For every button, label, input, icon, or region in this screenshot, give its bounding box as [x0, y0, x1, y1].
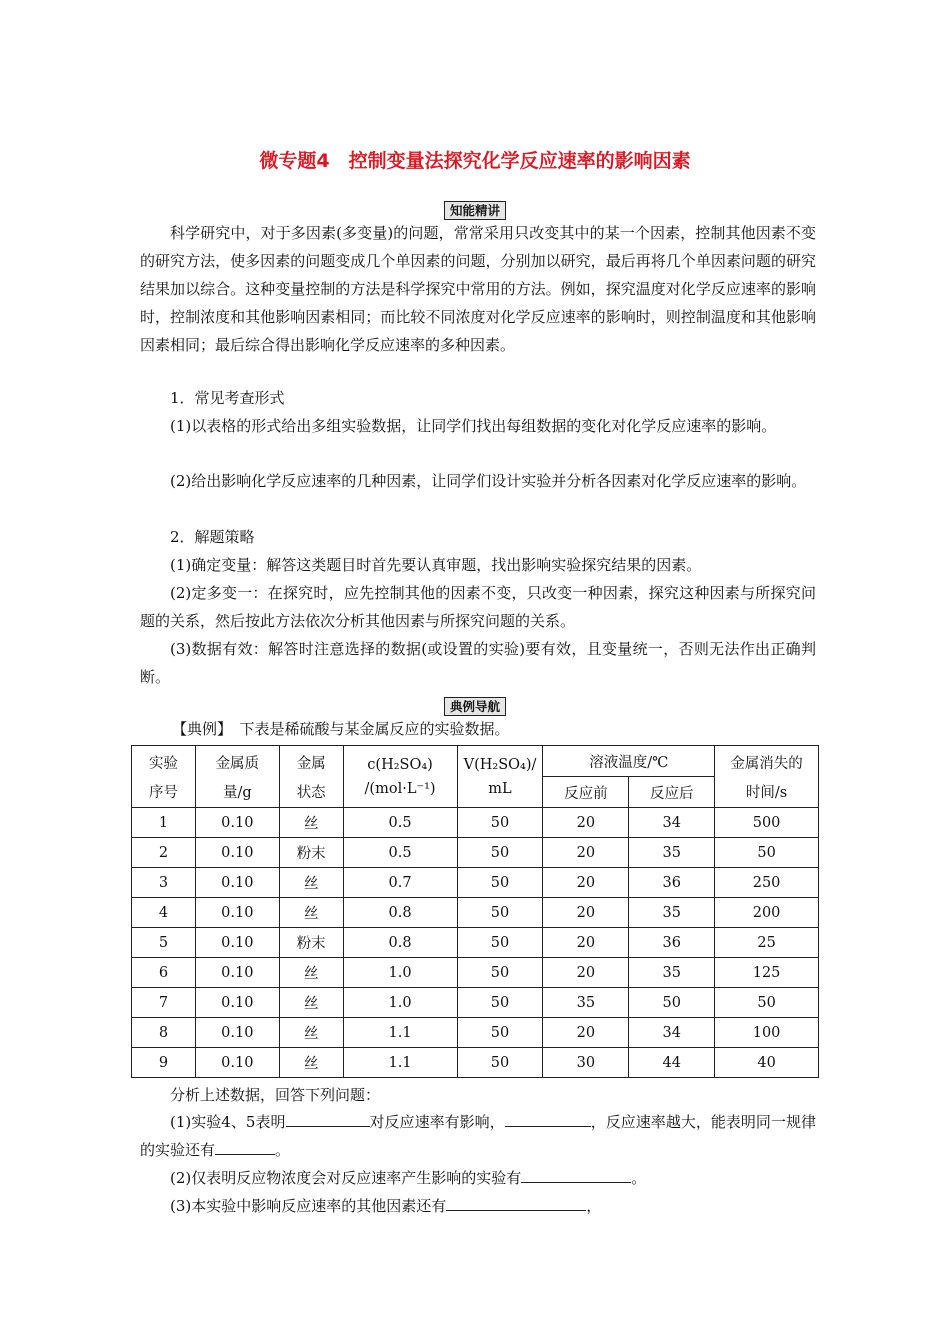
- header-mass-line2: 量/g: [222, 784, 252, 801]
- cell-vol: 50: [457, 1048, 543, 1078]
- header-vol-line2: mL: [488, 780, 512, 797]
- header-state: [279, 746, 343, 808]
- cell-time: 25: [715, 928, 819, 958]
- question-2-part-b: 。: [631, 1169, 647, 1187]
- cell-state: 丝: [279, 868, 343, 898]
- cell-temp-before: 30: [543, 1048, 629, 1078]
- cell-no: 2: [132, 838, 196, 868]
- cell-time: 125: [715, 958, 819, 988]
- cell-no: 5: [132, 928, 196, 958]
- section-tag-knowledge: [0, 200, 950, 220]
- cell-no: 6: [132, 958, 196, 988]
- cell-mass: 0.10: [195, 1018, 279, 1048]
- cell-temp-after: 36: [629, 868, 715, 898]
- example-label: 【典例】: [172, 720, 225, 738]
- cell-state: 丝: [279, 898, 343, 928]
- header-no: [132, 746, 196, 808]
- section2-item3: (3)数据有效：解答时注意选择的数据(或设置的实验)要有效，且变量统一，否则无法作出正确判断。: [140, 640, 816, 686]
- cell-no: 7: [132, 988, 196, 1018]
- data-table: [131, 745, 819, 1078]
- header-time: [715, 746, 819, 808]
- header-state-line1: 金属: [296, 755, 326, 772]
- cell-vol: 50: [457, 958, 543, 988]
- section2-item1: (1)确定变量：解答这类题目时首先要认真审题，找出影响实验探究结果的因素。: [170, 556, 702, 574]
- table-row: [132, 838, 819, 868]
- header-temp-after: 反应后: [629, 777, 715, 808]
- section-tag-example: [0, 696, 950, 716]
- cell-conc: 0.8: [343, 928, 457, 958]
- cell-mass: 0.10: [195, 1048, 279, 1078]
- cell-conc: 0.5: [343, 838, 457, 868]
- header-conc-line2: /(mol·L⁻¹): [364, 780, 436, 797]
- question-3: [140, 1192, 816, 1220]
- section1-item2: (2)给出影响化学反应速率的几种因素，让同学们设计实验并分析各因素对化学反应速率的影响。: [170, 472, 807, 490]
- question-3-part-b: ，: [586, 1197, 602, 1215]
- cell-mass: 0.10: [195, 838, 279, 868]
- header-time-line1: 金属消失的: [730, 755, 803, 772]
- cell-mass: 0.10: [195, 868, 279, 898]
- question-3-part-a: (3)本实验中影响反应速率的其他因素还有: [170, 1197, 447, 1215]
- cell-time: 200: [715, 898, 819, 928]
- table-row: [132, 1048, 819, 1078]
- cell-vol: 50: [457, 838, 543, 868]
- cell-temp-before: 20: [543, 898, 629, 928]
- question-1-part-d: 。: [275, 1141, 291, 1159]
- cell-time: 50: [715, 988, 819, 1018]
- section-tag-knowledge-label: 知能精讲: [444, 201, 506, 220]
- table-row: [132, 988, 819, 1018]
- cell-mass: 0.10: [195, 808, 279, 838]
- cell-time: 40: [715, 1048, 819, 1078]
- header-no-line1: 实验: [148, 755, 178, 772]
- cell-conc: 0.5: [343, 808, 457, 838]
- example-text: 下表是稀硫酸与某金属反应的实验数据。: [224, 720, 510, 738]
- cell-temp-after: 35: [629, 958, 715, 988]
- intro-paragraph: 科学研究中，对于多因素(多变量)的问题，常常采用只改变其中的某一个因素，控制其他因素不变的研究方法，使多因素的问题变成几个单因素的问题，分别加以研究，最后再将几个单因素问题的研究结果加以综合。这种变量控制的方法是科学探究中常用的方法。例如，探究温度对化学反应速率的影响时，控制浓度和其他影响因素相同；而比较不同浓度对化学反应速率的影响时，则控制温度和其他影响因素相同；最后综合得出影响化学反应速率的多种因素。: [140, 224, 816, 354]
- cell-temp-before: 35: [543, 988, 629, 1018]
- cell-temp-before: 20: [543, 1018, 629, 1048]
- cell-vol: 50: [457, 808, 543, 838]
- cell-no: 3: [132, 868, 196, 898]
- table-row: [132, 868, 819, 898]
- section2-item2: (2)定多变一：在探究时，应先控制其他的因素不变，只改变一种因素，探究这种因素与所探究问题的关系，然后按此方法依次分析其他因素与所探究问题的关系。: [140, 584, 816, 630]
- cell-temp-after: 34: [629, 1018, 715, 1048]
- section2-heading: 2．解题策略: [170, 528, 255, 546]
- cell-temp-after: 34: [629, 808, 715, 838]
- question-2: [140, 1164, 816, 1192]
- cell-state: 丝: [279, 1018, 343, 1048]
- cell-vol: 50: [457, 898, 543, 928]
- cell-temp-after: 36: [629, 928, 715, 958]
- cell-temp-before: 20: [543, 928, 629, 958]
- header-conc-line1: c(H₂SO₄): [367, 756, 433, 773]
- question-1-part-a: (1)实验4、5表明: [170, 1113, 286, 1131]
- header-time-line2: 时间/s: [745, 784, 788, 801]
- answer-blank-1b[interactable]: [505, 1109, 591, 1127]
- section1-item1: (1)以表格的形式给出多组实验数据，让同学们找出每组数据的变化对化学反应速率的影响。: [170, 417, 777, 435]
- cell-mass: 0.10: [195, 988, 279, 1018]
- cell-temp-before: 20: [543, 958, 629, 988]
- cell-conc: 0.8: [343, 898, 457, 928]
- header-mass-line1: 金属质: [215, 755, 260, 772]
- cell-state: 丝: [279, 988, 343, 1018]
- section1-heading: 1．常见考查形式: [170, 389, 285, 407]
- cell-mass: 0.10: [195, 928, 279, 958]
- cell-temp-after: 44: [629, 1048, 715, 1078]
- cell-vol: 50: [457, 988, 543, 1018]
- page-title: 微专题4 控制变量法探究化学反应速率的影响因素: [259, 150, 691, 172]
- header-vol-line1: V(H₂SO₄)/: [463, 756, 537, 773]
- cell-temp-after: 50: [629, 988, 715, 1018]
- table-row: [132, 898, 819, 928]
- cell-temp-before: 20: [543, 868, 629, 898]
- cell-no: 4: [132, 898, 196, 928]
- answer-blank-1a[interactable]: [286, 1109, 370, 1127]
- cell-time: 50: [715, 838, 819, 868]
- cell-vol: 50: [457, 1018, 543, 1048]
- section-tag-example-label: 典例导航: [444, 697, 506, 716]
- example-intro: [172, 715, 816, 743]
- table-row: [132, 808, 819, 838]
- cell-no: 8: [132, 1018, 196, 1048]
- cell-no: 1: [132, 808, 196, 838]
- header-vol: [457, 746, 543, 808]
- table-row: [132, 958, 819, 988]
- cell-temp-after: 35: [629, 898, 715, 928]
- cell-mass: 0.10: [195, 898, 279, 928]
- table-row: [132, 928, 819, 958]
- question-1: [140, 1108, 816, 1164]
- question-1-part-c: ，反应速率越大，能表明同一规律的实验还有: [140, 1113, 816, 1159]
- cell-state: 丝: [279, 1048, 343, 1078]
- cell-state: 粉末: [279, 928, 343, 958]
- header-temp-before: 反应前: [543, 777, 629, 808]
- cell-conc: 1.0: [343, 988, 457, 1018]
- cell-conc: 1.1: [343, 1048, 457, 1078]
- cell-state: 丝: [279, 808, 343, 838]
- cell-vol: 50: [457, 928, 543, 958]
- question-1-part-b: 对反应速率有影响，: [369, 1113, 505, 1131]
- header-conc: [343, 746, 457, 808]
- header-temp: 溶液温度/℃: [543, 746, 715, 777]
- answer-blank-1c[interactable]: [215, 1137, 275, 1155]
- cell-conc: 1.0: [343, 958, 457, 988]
- cell-temp-after: 35: [629, 838, 715, 868]
- answer-blank-2[interactable]: [521, 1165, 631, 1183]
- cell-time: 250: [715, 868, 819, 898]
- cell-vol: 50: [457, 868, 543, 898]
- cell-no: 9: [132, 1048, 196, 1078]
- header-state-line2: 状态: [296, 784, 326, 801]
- cell-temp-before: 20: [543, 808, 629, 838]
- cell-time: 100: [715, 1018, 819, 1048]
- header-mass: [195, 746, 279, 808]
- table-row: [132, 1018, 819, 1048]
- cell-mass: 0.10: [195, 958, 279, 988]
- cell-conc: 1.1: [343, 1018, 457, 1048]
- question-intro: 分析上述数据，回答下列问题：: [170, 1086, 381, 1104]
- answer-blank-3[interactable]: [446, 1193, 586, 1211]
- header-no-line2: 序号: [148, 784, 178, 801]
- question-2-part-a: (2)仅表明反应物浓度会对反应速率产生影响的实验有: [170, 1169, 522, 1187]
- cell-state: 丝: [279, 958, 343, 988]
- cell-time: 500: [715, 808, 819, 838]
- cell-temp-before: 20: [543, 838, 629, 868]
- cell-conc: 0.7: [343, 868, 457, 898]
- cell-state: 粉末: [279, 838, 343, 868]
